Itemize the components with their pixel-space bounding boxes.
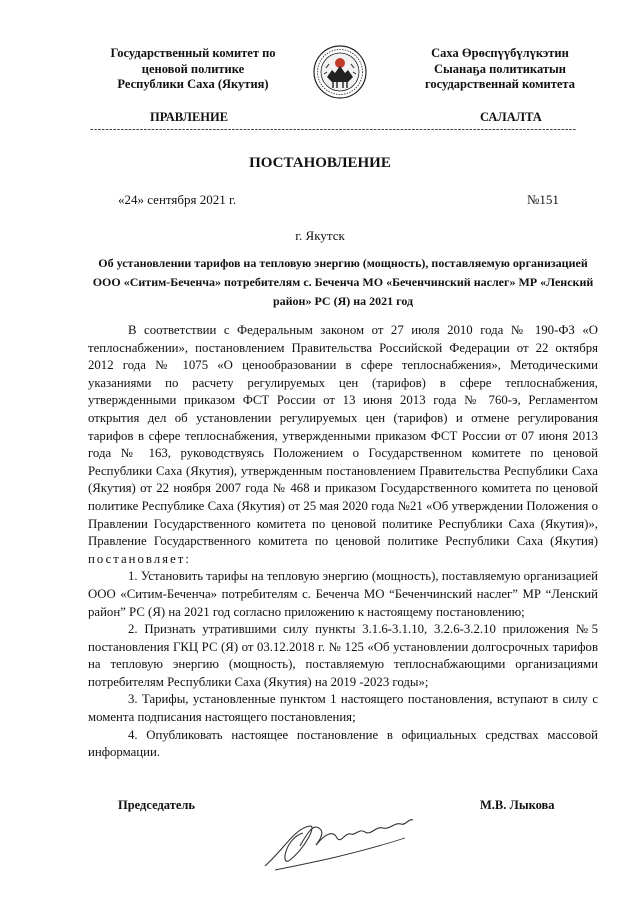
separator-dashes: ------------------------------------------------------------------------------------------------------------------------------- xyxy=(90,127,577,133)
header-right-line: Саха Өрөспүүбүлүкэтин xyxy=(431,46,569,60)
header-left-line: ценовой политике xyxy=(141,61,245,76)
list-item: 2. Признать утратившими силу пункты 3.1.6-3.1.10, 3.2.6-3.2.10 приложения №5 постановления ГКЦ РС (Я) от 03.12.2018 г. № 125 «Об установлении долгосрочных тарифов на тепловую энергию (мощность), поставляемую теплоснабжающими организациями потребителям Республики Саха (Якутия) на 2019 -2023 годы»; xyxy=(88,622,598,689)
document-number: №151 xyxy=(527,192,559,207)
preamble-paragraph xyxy=(88,322,598,568)
resolves-text: постановляет: xyxy=(88,551,191,566)
header-left-line: Государственный комитет по xyxy=(110,46,276,60)
dept-right: САЛАЛТА xyxy=(480,110,542,124)
list-item: 3. Тарифы, установленные пунктом 1 настоящего постановления, вступают в силу с момента подписания настоящего постановления; xyxy=(88,692,598,725)
header-right-line: Сыанаҕа политикатын xyxy=(434,61,566,76)
list-item: 4. Опубликовать настоящее постановление в официальных средствах массовой информации. xyxy=(88,727,598,760)
preamble-text: В соответствии с Федеральным законом от 27 июля 2010 года № 190-ФЗ «О теплоснабжении», постановлением Правительства Российской Федерации от 22 октября 2012 года № 1075 «О ценообразовании в сфере теплоснабжения», Методическими указаниями по расчету регулируемых цен (тарифов) в сфере теплоснабжения, утвержденными приказом ФСТ России от 13 июня 2013 года № 760-э, Регламентом открытия дел об установлении регулируемых цен (тарифов) и отмене регулирования тарифов в сфере теплоснабжения, утвержденными приказом ФСТ России от 07 июня 2013 года № 163, руководствуясь Положением о Государственном комитете по ценовой Республики Саха (Якутия), утвержденным постановлением Правительства Республики Саха (Якутия) от 22 ноября 2007 года № 468 и приказом Государственного комитета по ценовой политике Республике Саха (Якутия) от 25 мая 2020 года №21 «Об утверждении Положения о Правлении Государственного комитета по ценовой политике Республики Саха (Якутия)», Правление Государственного комитета по ценовой политике Республики Саха (Якутия) xyxy=(88,323,598,549)
header-right-line: государственнай комитета xyxy=(425,77,575,91)
document-title: ПОСТАНОВЛЕНИЕ xyxy=(249,155,391,171)
document-subject: Об установлении тарифов на тепловую энергию (мощность), поставляемую организацией ООО «Ситим-Беченча» потребителям с. Беченча МО «Беченчинский наслег» МР «Ленский район» РС (Я) на 2021 год xyxy=(92,256,594,308)
signatory-name: М.В. Лыкова xyxy=(480,798,555,812)
document-city: г. Якутск xyxy=(295,228,345,243)
header-right-org xyxy=(400,46,600,93)
header-left-org xyxy=(78,46,308,93)
document-body xyxy=(88,322,598,762)
list-item: 1. Установить тарифы на тепловую энергию (мощность), поставляемую организацией ООО «Ситим-Беченча» потребителям с. Беченча МО “Беченчинский наслег” МР “Ленский район” РС (Я) на 2021 год согласно приложению к настоящему постановлению; xyxy=(88,569,598,619)
handwritten-signature xyxy=(255,808,425,878)
dept-left: ПРАВЛЕНИЕ xyxy=(150,110,229,124)
coat-of-arms-emblem xyxy=(312,44,368,100)
document-date: «24» сентября 2021 г. xyxy=(118,192,237,207)
header-left-line: Республики Саха (Якутия) xyxy=(117,77,269,91)
signatory-position: Председатель xyxy=(118,798,196,812)
